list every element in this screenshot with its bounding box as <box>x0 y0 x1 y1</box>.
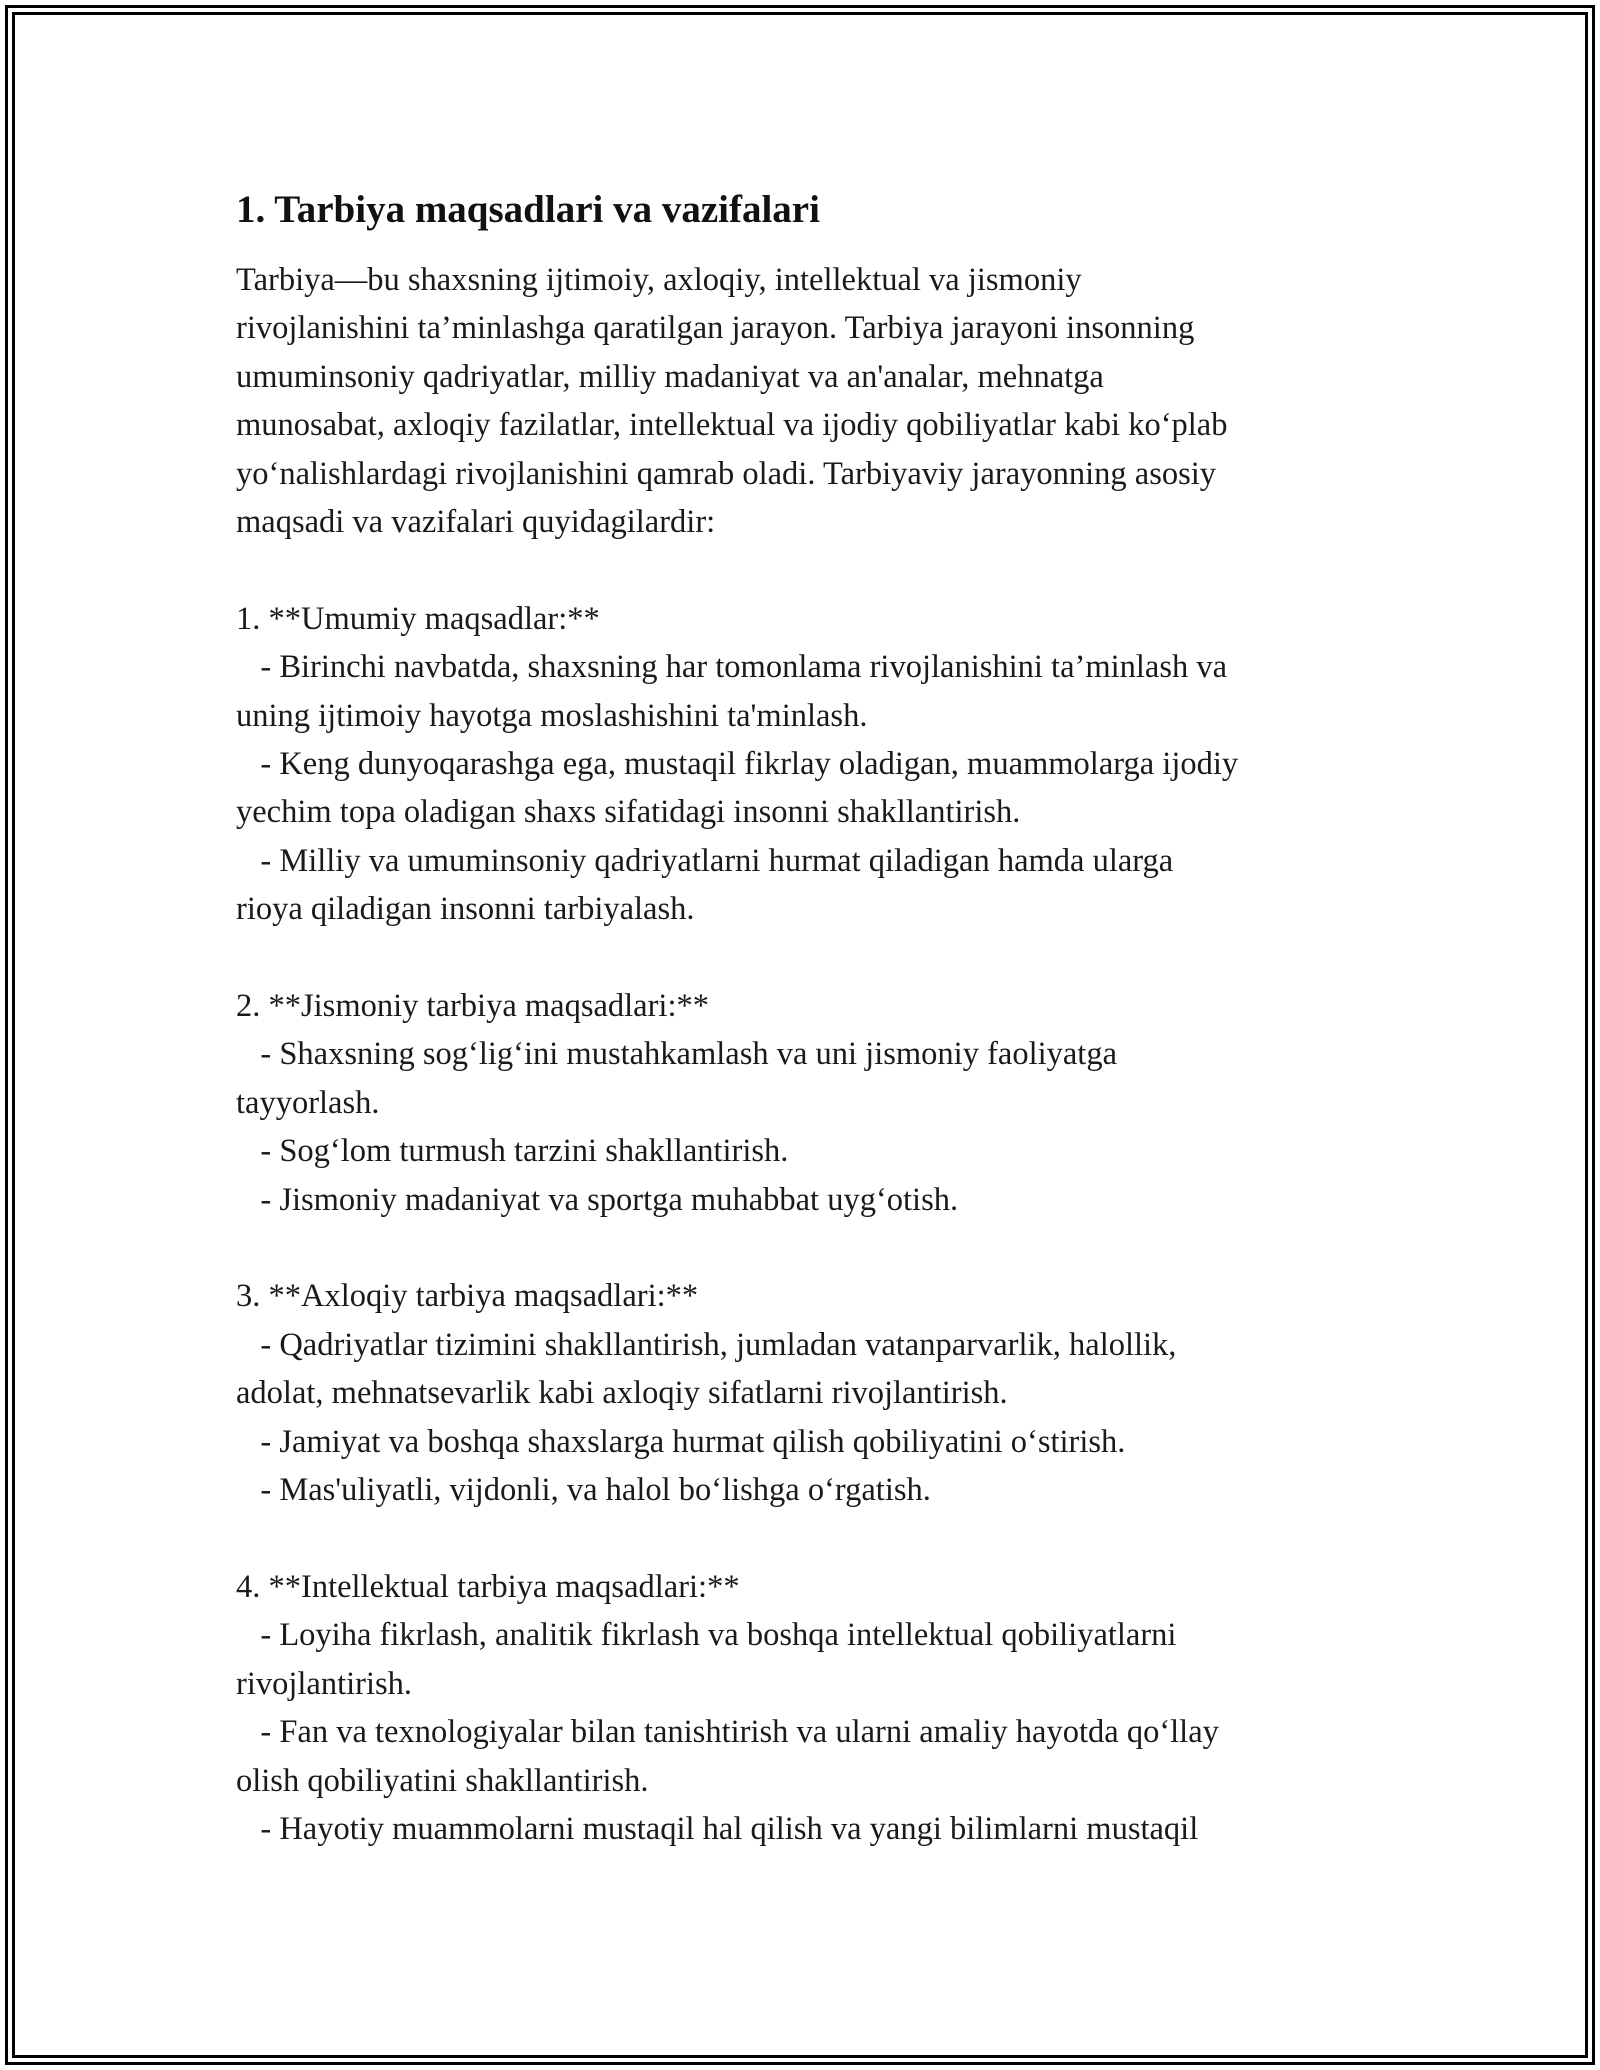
intro-line: umuminsoniy qadriyatlar, milliy madaniyat va an'analar, mehnatga <box>236 358 1104 395</box>
section-line: - Birinchi navbatda, shaxsning har tomonlama rivojlanishini ta’minlash va <box>236 649 1228 686</box>
section-line: - Fan va texnologiyalar bilan tanishtirish va ularni amaliy hayotda qo‘llay <box>236 1714 1219 1751</box>
section-line: - Jamiyat va boshqa shaxslarga hurmat qilish qobiliyatini o‘stirish. <box>236 1423 1126 1460</box>
section-line: - Jismoniy madaniyat va sportga muhabbat uyg‘otish. <box>236 1181 959 1218</box>
blank-line <box>236 1515 1396 1563</box>
section-general-goals <box>236 595 1396 934</box>
intro-paragraph <box>236 256 1396 546</box>
blank-line <box>236 934 1396 982</box>
intro-line: rivojlanishini ta’minlashga qaratilgan jarayon. Tarbiya jarayoni insonning <box>236 310 1195 347</box>
section-line: - Mas'uliyatli, vijdonli, va halol bo‘lishga o‘rgatish. <box>236 1472 931 1509</box>
section-heading: 1. Tarbiya maqsadlari va vazifalari <box>236 188 820 231</box>
blank-line <box>236 1224 1396 1272</box>
section-line: rivojlantirish. <box>236 1665 413 1702</box>
section-line: yechim topa oladigan shaxs sifatidagi insonni shakllantirish. <box>236 794 1021 831</box>
section-line: - Keng dunyoqarashga ega, mustaqil fikrlay oladigan, muammolarga ijodiy <box>236 746 1239 783</box>
document-body <box>236 186 1396 1853</box>
section-line: olish qobiliyatini shakllantirish. <box>236 1762 649 1799</box>
section-line: tayyorlash. <box>236 1084 380 1121</box>
section-line: uning ijtimoiy hayotga moslashishini ta'minlash. <box>236 697 868 734</box>
section-line: - Loyiha fikrlash, analitik fikrlash va boshqa intellektual qobiliyatlarni <box>236 1617 1177 1654</box>
intro-line: Tarbiya—bu shaxsning ijtimoiy, axloqiy, intellektual va jismoniy <box>236 262 1082 298</box>
intro-line: munosabat, axloqiy fazilatlar, intellektual va ijodiy qobiliyatlar kabi ko‘plab <box>236 407 1228 444</box>
section-title: 4. **Intellektual tarbiya maqsadlari:** <box>236 1568 740 1605</box>
section-line: - Sog‘lom turmush tarzini shakllantirish. <box>236 1133 789 1170</box>
section-intellectual-goals <box>236 1563 1396 1853</box>
section-line: - Hayotiy muammolarni mustaqil hal qilish va yangi bilimlarni mustaqil <box>236 1810 1199 1847</box>
section-title: 3. **Axloqiy tarbiya maqsadlari:** <box>236 1278 699 1315</box>
blank-line <box>236 546 1396 594</box>
intro-line: maqsadi va vazifalari quyidagilardir: <box>236 504 716 541</box>
section-line: - Qadriyatlar tizimini shakllantirish, jumladan vatanparvarlik, halollik, <box>236 1326 1177 1363</box>
section-line: adolat, mehnatsevarlik kabi axloqiy sifatlarni rivojlantirish. <box>236 1375 1008 1412</box>
section-line: - Milliy va umuminsoniy qadriyatlarni hurmat qiladigan hamda ularga <box>236 842 1174 879</box>
section-physical-goals <box>236 982 1396 1224</box>
intro-line: yo‘nalishlardagi rivojlanishini qamrab oladi. Tarbiyaviy jarayonning asosiy <box>236 455 1217 492</box>
section-moral-goals <box>236 1272 1396 1514</box>
section-line: rioya qiladigan insonni tarbiyalash. <box>236 891 695 928</box>
section-title: 1. **Umumiy maqsadlar:** <box>236 600 600 637</box>
section-title: 2. **Jismoniy tarbiya maqsadlari:** <box>236 988 709 1025</box>
section-line: - Shaxsning sog‘lig‘ini mustahkamlash va uni jismoniy faoliyatga <box>236 1036 1118 1073</box>
